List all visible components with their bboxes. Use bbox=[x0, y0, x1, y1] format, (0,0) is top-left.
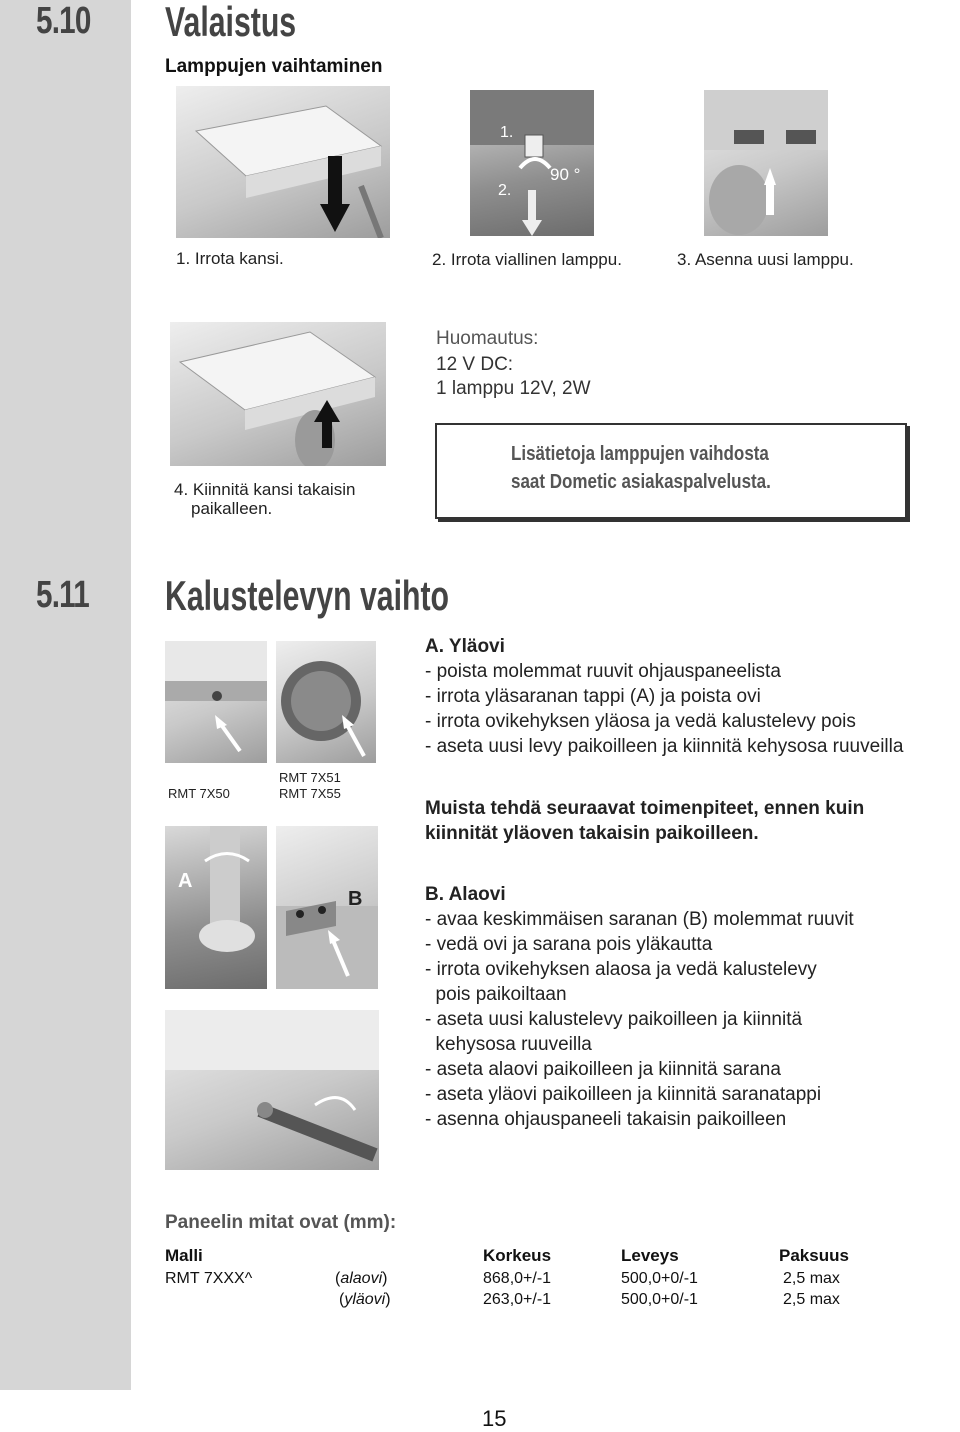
part-b-line: - vedä ovi ja sarana pois yläkautta bbox=[425, 934, 713, 955]
table-cell-width: 500,0+0/-1 bbox=[621, 1291, 698, 1308]
label-rmt-7x55: RMT 7X55 bbox=[279, 786, 341, 801]
part-b-line: pois paikoiltaan bbox=[425, 984, 567, 1005]
table-cell-height: 868,0+/-1 bbox=[483, 1270, 552, 1287]
part-b-line: - avaa keskimmäisen saranan (B) molemmat ruuvit bbox=[425, 909, 854, 930]
photo-rmt7x51-55 bbox=[276, 641, 376, 763]
photo-rmt7x50 bbox=[165, 641, 267, 763]
label-rmt-7x50: RMT 7X50 bbox=[168, 786, 230, 801]
note-line-1: 12 V DC: bbox=[436, 354, 514, 375]
sidebar-band bbox=[0, 0, 131, 1390]
caption-step3: 3. Asenna uusi lamppu. bbox=[677, 250, 854, 269]
table-header-width: Leveys bbox=[621, 1246, 679, 1265]
table-cell-door: (alaovi) bbox=[335, 1270, 388, 1287]
table-cell-door: (yläovi) bbox=[339, 1291, 391, 1308]
note-line-2: 1 lamppu 12V, 2W bbox=[436, 378, 591, 399]
table-cell-height: 263,0+/-1 bbox=[483, 1291, 552, 1308]
photo-reattach-cover bbox=[170, 322, 386, 466]
photo-hinge-b bbox=[276, 826, 378, 989]
label-rmt-7x51: RMT 7X51 bbox=[279, 770, 341, 785]
table-cell-model: RMT 7XXX^ bbox=[165, 1270, 253, 1287]
arrow-down-icon bbox=[522, 190, 542, 236]
section-title: Valaistus bbox=[165, 0, 297, 45]
part-b-line: - asenna ohjauspaneeli takaisin paikoilleen bbox=[425, 1109, 787, 1130]
table-header-height: Korkeus bbox=[483, 1246, 552, 1265]
part-b-heading: B. Alaovi bbox=[425, 884, 506, 905]
part-a-heading: A. Yläovi bbox=[425, 636, 505, 657]
info-box-line-1: Lisätietoja lamppujen vaihdosta bbox=[511, 443, 769, 465]
part-b-line: kehysosa ruuveilla bbox=[425, 1034, 592, 1055]
table-header-thickness: Paksuus bbox=[779, 1246, 849, 1265]
part-b-line: - aseta yläovi paikoilleen ja kiinnitä saranatappi bbox=[425, 1084, 822, 1105]
part-a-line: - irrota ovikehyksen yläosa ja vedä kalustelevy pois bbox=[425, 711, 856, 732]
section-number: 5.11 bbox=[36, 574, 89, 616]
table-cell-width: 500,0+0/-1 bbox=[621, 1270, 698, 1287]
table-cell-thickness: 2,5 max bbox=[783, 1291, 840, 1308]
photo-label-angle: 90 ° bbox=[550, 165, 581, 184]
reminder-line-1: Muista tehdä seuraavat toimenpiteet, ennen kuin bbox=[425, 798, 865, 819]
info-box bbox=[435, 423, 907, 519]
caption-step4: 4. Kiinnitä kansi takaisin bbox=[174, 480, 356, 499]
page-number: 15 bbox=[482, 1406, 507, 1431]
part-a-line: - irrota yläsaranan tappi (A) ja poista ovi bbox=[425, 686, 761, 707]
photo-hinge-a bbox=[165, 826, 267, 989]
section-number: 5.10 bbox=[36, 0, 91, 42]
part-b-line: - aseta uusi kalustelevy paikoilleen ja kiinnitä bbox=[425, 1009, 803, 1030]
photo-label-step2: 2. bbox=[498, 182, 512, 199]
caption-step4-cont: paikalleen. bbox=[191, 499, 273, 518]
photo-label-step1: 1. bbox=[500, 124, 514, 141]
part-a-line: - aseta uusi levy paikoilleen ja kiinnitä kehysosa ruuveilla bbox=[425, 736, 904, 757]
part-b-line: - aseta alaovi paikoilleen ja kiinnitä sarana bbox=[425, 1059, 781, 1080]
photo-label-a: A bbox=[178, 870, 193, 892]
caption-step2: 2. Irrota viallinen lamppu. bbox=[432, 250, 622, 269]
reminder-line-2: kiinnität yläoven takaisin paikoilleen. bbox=[425, 823, 759, 844]
table-cell-thickness: 2,5 max bbox=[783, 1270, 840, 1287]
photo-label-b: B bbox=[348, 888, 363, 910]
caption-step1: 1. Irrota kansi. bbox=[176, 249, 284, 268]
info-box-line-2: saat Dometic asiakaspalvelusta. bbox=[511, 471, 771, 493]
table-header-model: Malli bbox=[165, 1246, 203, 1265]
photo-remove-cover bbox=[176, 86, 390, 238]
section-title: Kalustelevyn vaihto bbox=[165, 572, 450, 619]
photo-screwdriver bbox=[165, 1010, 379, 1170]
note-heading: Huomautus: bbox=[436, 328, 539, 349]
table-heading: Paneelin mitat ovat (mm): bbox=[165, 1212, 397, 1233]
section-subtitle: Lamppujen vaihtaminen bbox=[165, 56, 383, 77]
arrow-up-icon bbox=[764, 168, 776, 185]
photo-remove-lamp bbox=[470, 90, 594, 236]
photo-insert-lamp bbox=[704, 90, 828, 236]
part-a-line: - poista molemmat ruuvit ohjauspaneelista bbox=[425, 661, 781, 682]
part-b-line: - irrota ovikehyksen alaosa ja vedä kalustelevy bbox=[425, 959, 817, 980]
